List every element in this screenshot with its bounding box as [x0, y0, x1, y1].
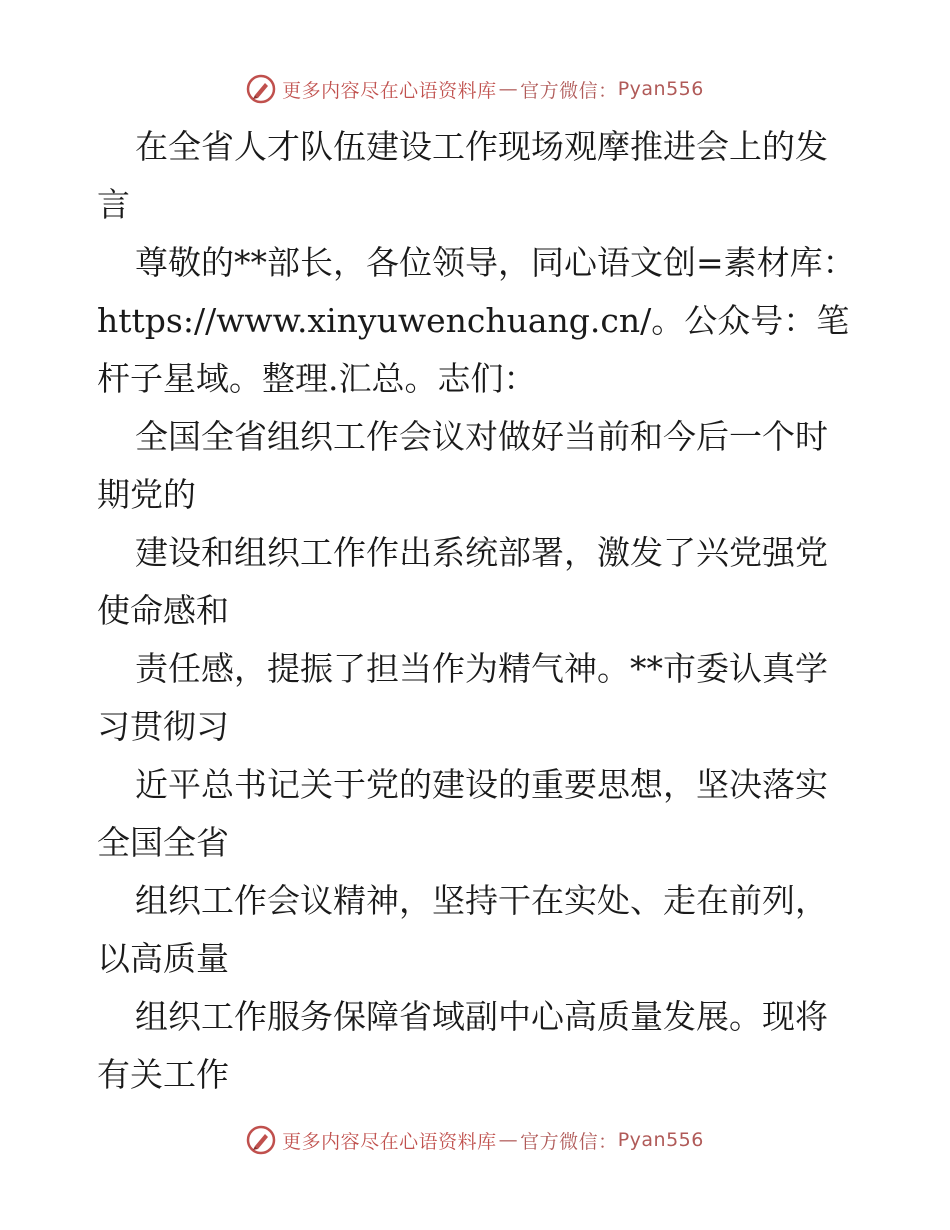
watermark-separator: —: [498, 78, 519, 100]
paragraph: 近平总书记关于党的建设的重要思想，坚决落实全国全省: [97, 765, 828, 862]
document-body: [97, 118, 857, 1104]
watermark-wechat-id: Pyan556: [617, 78, 704, 100]
pen-logo-icon: [246, 1125, 276, 1155]
paragraph: 全国全省组织工作会议对做好当前和今后一个时期党的: [97, 417, 828, 514]
watermark-text: 更多内容尽在心语资料库: [282, 1130, 497, 1153]
watermark-wechat-id: Pyan556: [617, 1129, 704, 1151]
pen-logo-icon: [246, 74, 276, 104]
header-watermark: [0, 72, 950, 106]
watermark-wechat-label: 官方微信：: [520, 79, 618, 102]
paragraph: 组织工作服务保障省域副中心高质量发展。现将有关工作: [97, 997, 828, 1094]
document-title: 在全省人才队伍建设工作现场观摩推进会上的发言: [97, 127, 828, 224]
footer-watermark: [0, 1123, 950, 1157]
paragraph: 建设和组织工作作出系统部署，激发了兴党强党使命感和: [97, 533, 828, 630]
watermark-separator: —: [498, 1129, 519, 1151]
paragraph: 尊敬的**部长，各位领导，同心语文创=素材库：https://www.xinyuwenchuang.cn/。公众号：笔杆子星域。整理.汇总。志们：: [97, 243, 856, 398]
watermark-text: 更多内容尽在心语资料库: [282, 79, 497, 102]
paragraph: 组织工作会议精神，坚持干在实处、走在前列，以高质量: [97, 881, 828, 978]
paragraph: 责任感，提振了担当作为精气神。**市委认真学习贯彻习: [97, 649, 828, 746]
watermark-wechat-label: 官方微信：: [520, 1130, 618, 1153]
